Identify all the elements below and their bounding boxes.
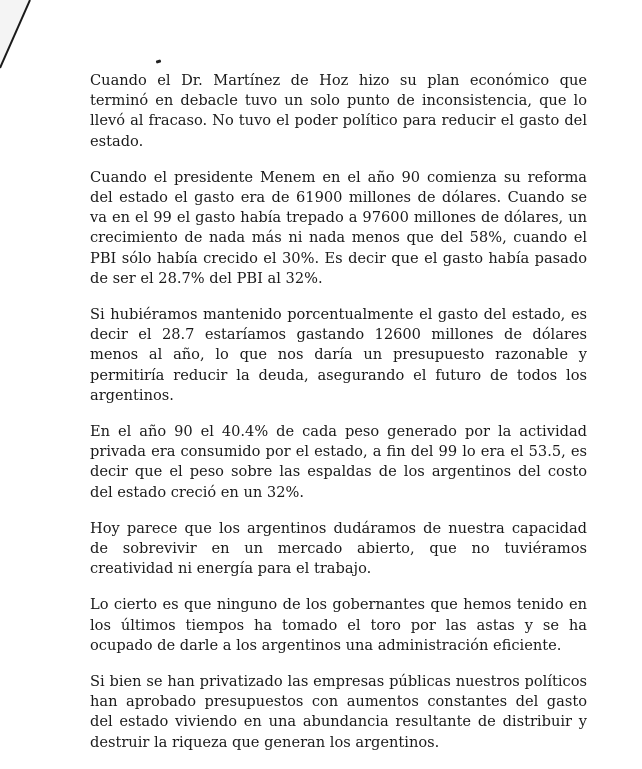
paragraph: En el año 90 el 40.4% de cada peso generado por la actividad privada era consumido por el estado, a fin del 99 lo era el 53.5, es decir que el peso sobre las espaldas de los argentinos del costo del estado creció en un 32%.	[90, 423, 587, 501]
document-body	[90, 71, 587, 769]
paragraph: Hoy parece que los argentinos dudáramos de nuestra capacidad de sobrevivir en un mercado abierto, que no tuviéramos creatividad ni energía para el trabajo.	[90, 519, 587, 578]
paragraph: Cuando el presidente Menem en el año 90 comienza su reforma del estado el gasto era de 61900 millones de dólares. Cuando se va en el 99 el gasto había trepado a 97600 millones de dólares, un crecimiento de nada más ni nada menos que del 58%, cuando el PBI sólo había crecido el 30%. Es decir que el gasto había pasado de ser el 28.7% del PBI al 32%.	[90, 168, 587, 287]
paragraph: Lo cierto es que ninguno de los gobernantes que hemos tenido en los últimos tiempos ha tomado el toro por las astas y se ha ocupado de darle a los argentinos una administración eficiente.	[90, 596, 587, 654]
folded-corner-mark	[0, 0, 30, 70]
paragraph: Cuando el Dr. Martínez de Hoz hizo su plan económico que terminó en debacle tuvo un solo punto de inconsistencia, que lo llevó al fracaso. No tuvo el poder político para reducir el gasto del estado.	[90, 72, 587, 150]
scan-speck	[156, 59, 162, 63]
paragraph: Si hubiéramos mantenido porcentualmente el gasto del estado, es decir el 28.7 estaríamos gastando 12600 millones de dólares menos al año, lo que nos daría un presupuesto razonable y permitiría reducir la deuda, asegurando el futuro de todos los argentinos.	[90, 306, 587, 404]
paragraph: Si bien se han privatizado las empresas públicas nuestros políticos han aprobado presupuestos con aumentos constantes del gasto del estado viviendo en una abundancia resultante de distribuir y destruir la riqueza que generan los argentinos.	[90, 673, 587, 751]
